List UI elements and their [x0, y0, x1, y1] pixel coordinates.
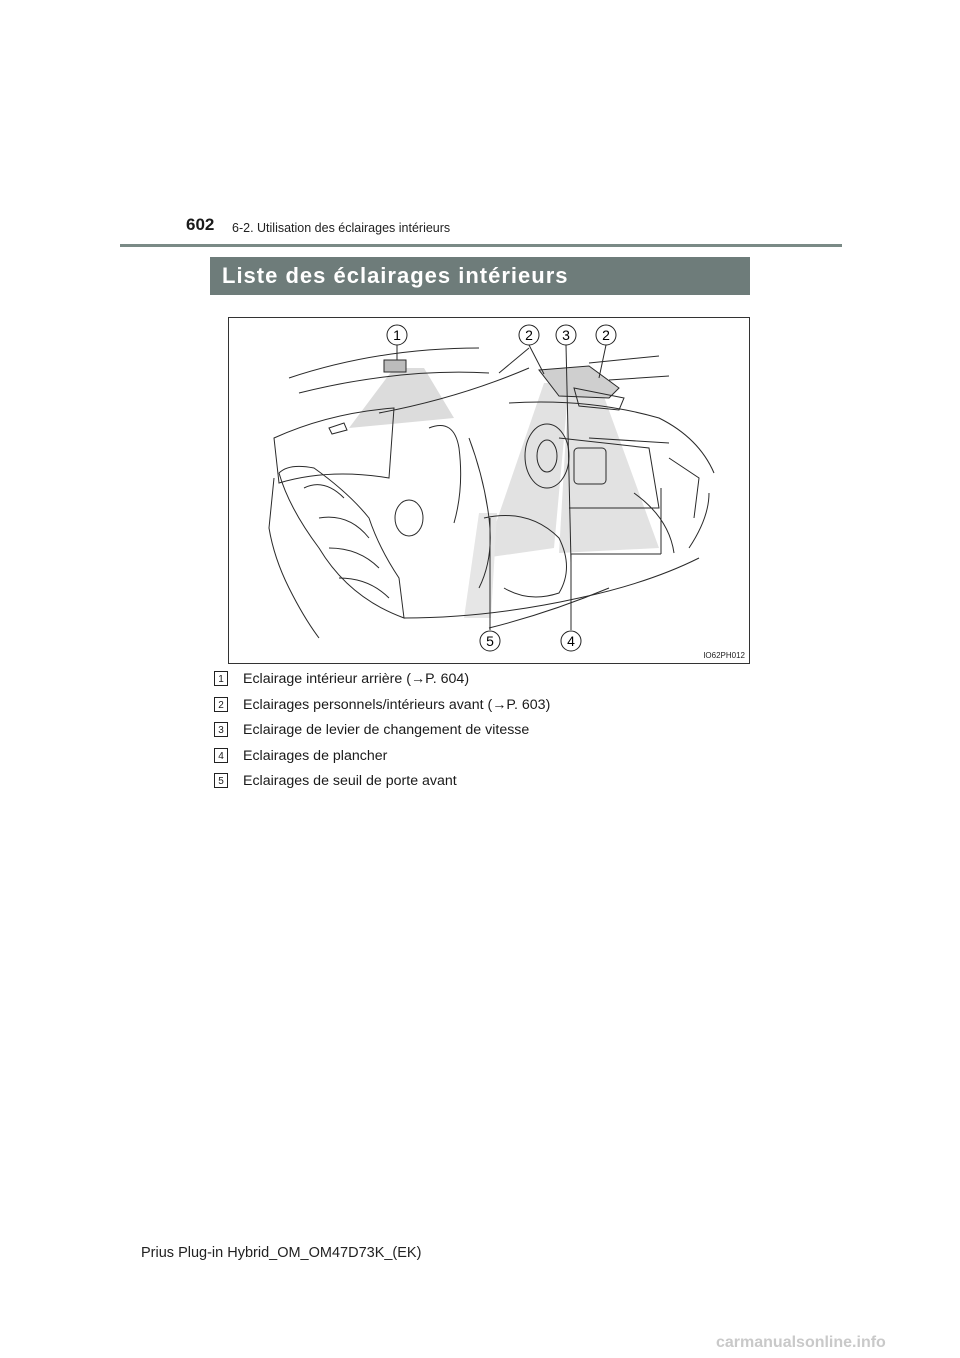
list-item — [214, 772, 754, 798]
callout-1 — [387, 325, 407, 345]
legend-text: Eclairages de plancher — [243, 747, 388, 764]
callout-4 — [561, 631, 581, 651]
header-rule — [120, 244, 842, 247]
legend-number: 2 — [214, 697, 228, 712]
callout-2-left — [519, 325, 539, 345]
page-title: Liste des éclairages intérieurs — [210, 257, 750, 295]
watermark[interactable]: carmanualsonline.info — [716, 1334, 886, 1351]
legend-text: Eclairage intérieur arrière (→P. 604) — [243, 671, 470, 687]
svg-text:1: 1 — [393, 327, 401, 343]
legend-number: 1 — [214, 671, 228, 686]
svg-text:5: 5 — [486, 633, 494, 649]
callout-5 — [480, 631, 500, 651]
callout-2-right — [596, 325, 616, 345]
footer-model-id: Prius Plug-in Hybrid_OM_OM47D73K_(EK) — [141, 1245, 422, 1261]
legend-number: 5 — [214, 773, 228, 788]
svg-text:2: 2 — [602, 327, 610, 343]
list-item — [214, 747, 754, 773]
svg-text:4: 4 — [567, 633, 575, 649]
svg-text:3: 3 — [562, 327, 570, 343]
list-item — [214, 721, 754, 747]
svg-text:2: 2 — [525, 327, 533, 343]
interior-lights-illustration — [228, 317, 750, 664]
section-heading: 6-2. Utilisation des éclairages intérieurs — [232, 221, 451, 235]
legend-number: 4 — [214, 748, 228, 763]
legend-text: Eclairages personnels/intérieurs avant (→P. 603) — [243, 696, 551, 713]
list-item — [214, 670, 754, 696]
legend-text: Eclairage de levier de changement de vitesse — [243, 722, 530, 738]
legend-list — [214, 670, 754, 798]
legend-number: 3 — [214, 722, 228, 737]
list-item — [214, 696, 754, 722]
legend-text: Eclairages de seuil de porte avant — [243, 773, 457, 789]
callout-layer — [229, 318, 749, 663]
page-number: 602 — [186, 215, 215, 234]
callout-3 — [556, 325, 576, 345]
figure-code: IO62PH012 — [703, 651, 745, 660]
